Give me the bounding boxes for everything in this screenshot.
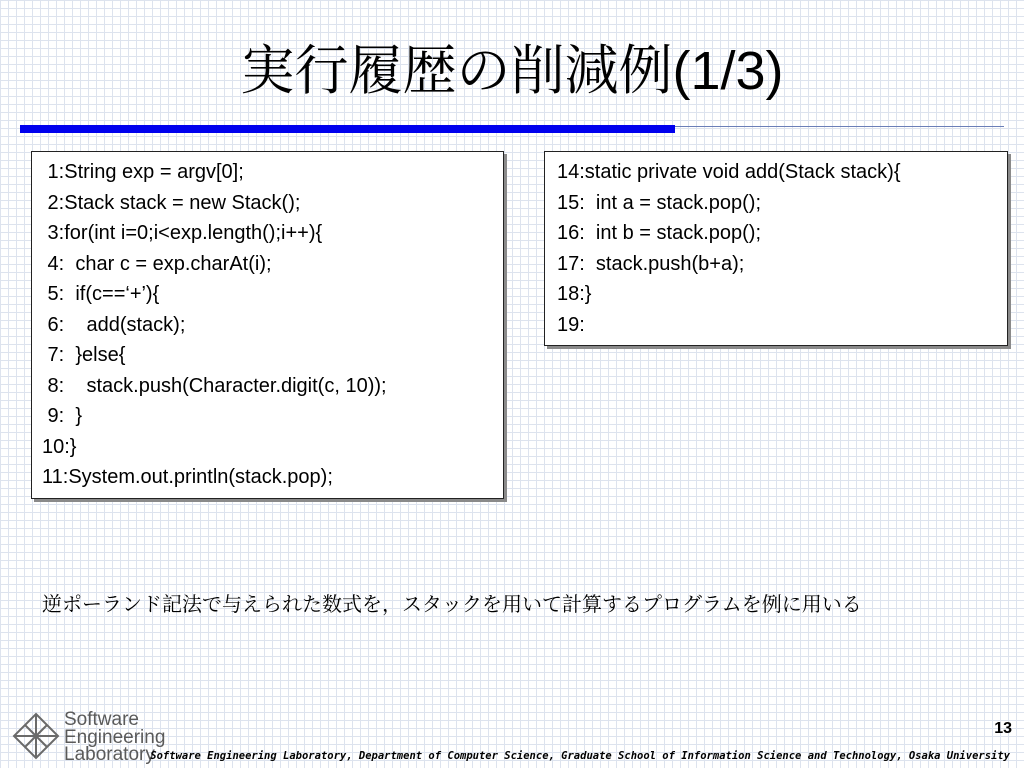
code-line: 1:String exp = argv[0];: [42, 161, 244, 183]
logo-line: Engineering: [64, 726, 166, 748]
footer-text: Software Engineering Laboratory, Department of Computer Science, Graduate School of Information Science and Technology, Osaka University: [150, 750, 1010, 762]
slide-caption: 逆ポーランド記法で与えられた数式を，スタックを用いて計算するプログラムを例に用いる: [42, 594, 862, 616]
code-line: 16: int b = stack.pop();: [557, 222, 761, 244]
code-line: 3:for(int i=0;i<exp.length();i++){: [42, 222, 323, 244]
code-line: 4: char c = exp.charAt(i);: [42, 252, 272, 275]
code-line: 10:}: [42, 435, 77, 458]
slide-title: 実行履歴の削減例(1/3): [240, 41, 784, 101]
title-underline: [20, 125, 675, 133]
code-line: 9: }: [42, 405, 83, 427]
code-line: 14:static private void add(Stack stack){: [557, 161, 901, 183]
code-line: 7: }else{: [42, 344, 126, 366]
code-line: 19:: [557, 313, 585, 336]
code-line: 18:}: [557, 283, 592, 305]
code-box-add-method: [544, 151, 1008, 346]
code-line: 2:Stack stack = new Stack();: [42, 191, 301, 214]
page-number: 13: [994, 720, 1012, 737]
code-line: 5: if(c==‘+’){: [42, 283, 160, 305]
code-line: 17: stack.push(b+a);: [557, 252, 745, 275]
code-line: 11:System.out.println(stack.pop);: [42, 466, 333, 488]
logo-line: Software: [64, 709, 139, 730]
code-line: 15: int a = stack.pop();: [557, 191, 761, 214]
title-underline-thin: [675, 126, 1004, 127]
logo-line: Laboratory: [64, 744, 155, 765]
code-line: 6: add(stack);: [42, 313, 186, 336]
code-line: 8: stack.push(Character.digit(c, 10));: [42, 374, 387, 397]
code-box-main: [31, 151, 504, 499]
